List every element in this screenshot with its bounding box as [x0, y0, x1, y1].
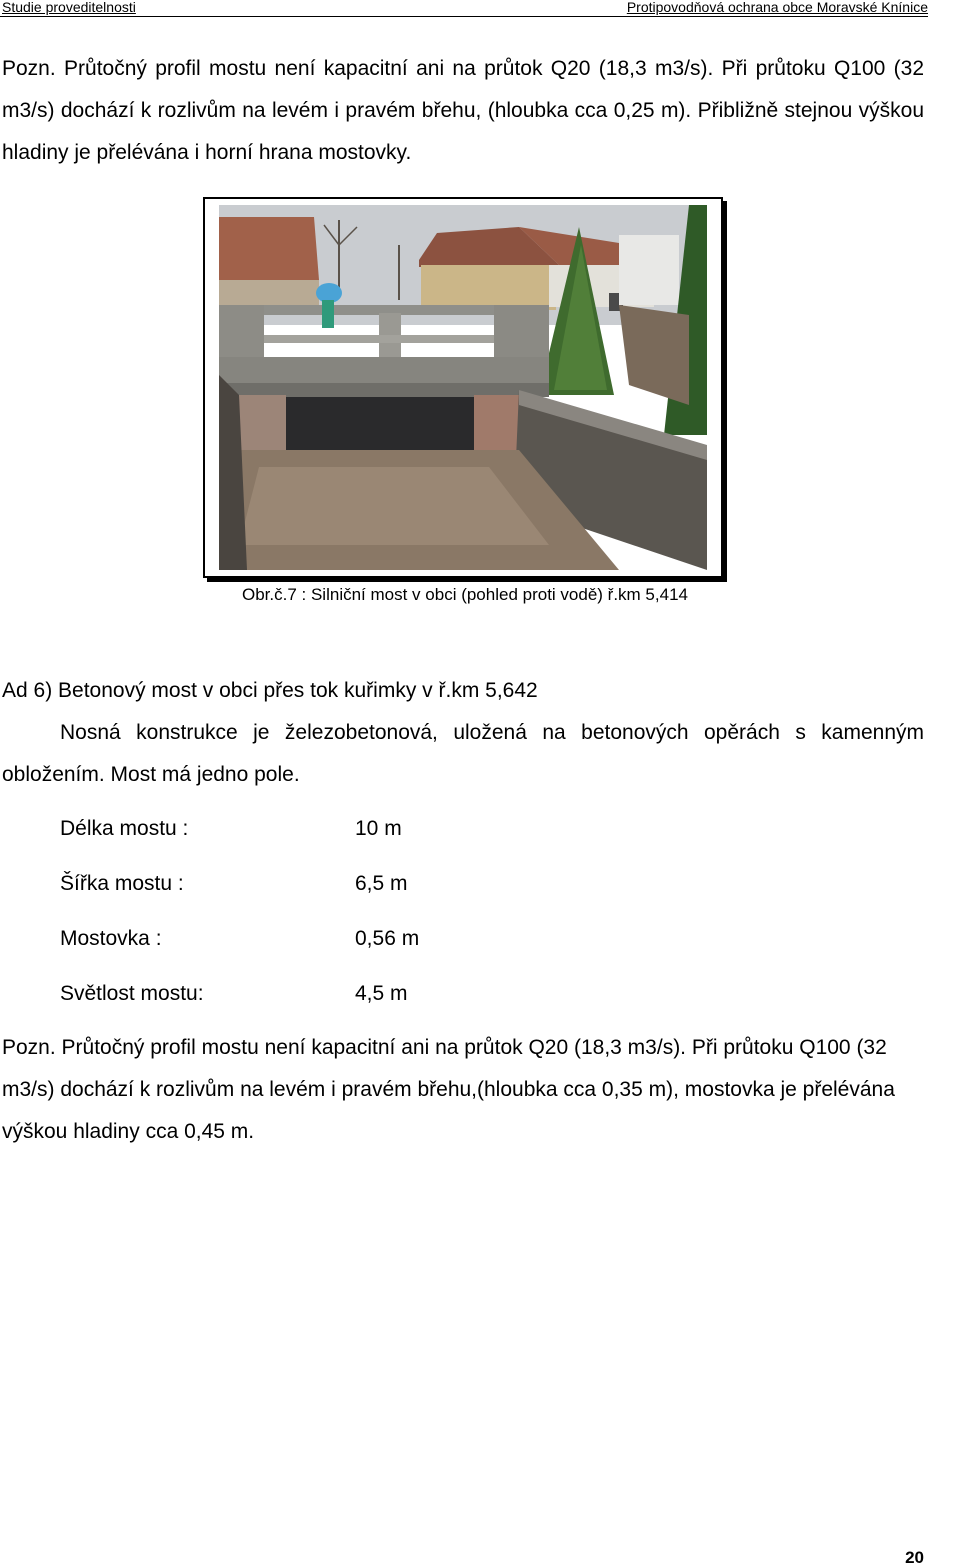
header-project-title: Protipovodňová ochrana obce Moravské Knínice: [626, 0, 928, 15]
spec-label: Šířka mostu :: [60, 872, 184, 895]
spec-value: 6,5 m: [355, 872, 408, 895]
bridge-photo-frame: [203, 197, 723, 578]
page-number: 20: [905, 1548, 924, 1567]
figure-caption: [0, 584, 960, 606]
section-heading: Ad 6) Betonový most v obci přes tok kuřimky v ř.km 5,642: [2, 679, 538, 702]
spec-label: Světlost mostu:: [60, 982, 204, 1005]
note-paragraph-1: Pozn. Průtočný profil mostu není kapacitní ani na průtok Q20 (18,3 m3/s). Při průtoku Q100 (32 m3/s) dochází k rozlivům na levém i pravém břehu, (hloubka cca 0,25 m). Přibližně stejnou výškou hladiny je přelévána i horní hrana mostovky.: [2, 57, 924, 164]
page-header: [0, 0, 928, 17]
spec-value: 0,56 m: [355, 927, 420, 950]
section-description: Nosná konstrukce je železobetonová, uložená na betonových opěrách s kamenným obložením. Most má jedno pole.: [2, 721, 924, 786]
spec-value: 10 m: [355, 817, 402, 840]
spec-label: Délka mostu :: [60, 817, 189, 840]
spec-value: 4,5 m: [355, 982, 408, 1005]
figure-caption-text: Obr.č.7 : Silniční most v obci (pohled proti vodě) ř.km 5,414: [242, 585, 688, 604]
note-paragraph-2: Pozn. Průtočný profil mostu není kapacitní ani na průtok Q20 (18,3 m3/s). Při průtoku Q100 (32 m3/s) dochází k rozlivům na levém i pravém břehu,(hloubka cca 0,35 m), mostovka je přelévána výškou hladiny cca 0,45 m.: [2, 1036, 895, 1143]
header-document-title: Studie proveditelnosti: [2, 0, 136, 15]
bridge-photo: [219, 205, 707, 570]
spec-label: Mostovka :: [60, 927, 162, 950]
